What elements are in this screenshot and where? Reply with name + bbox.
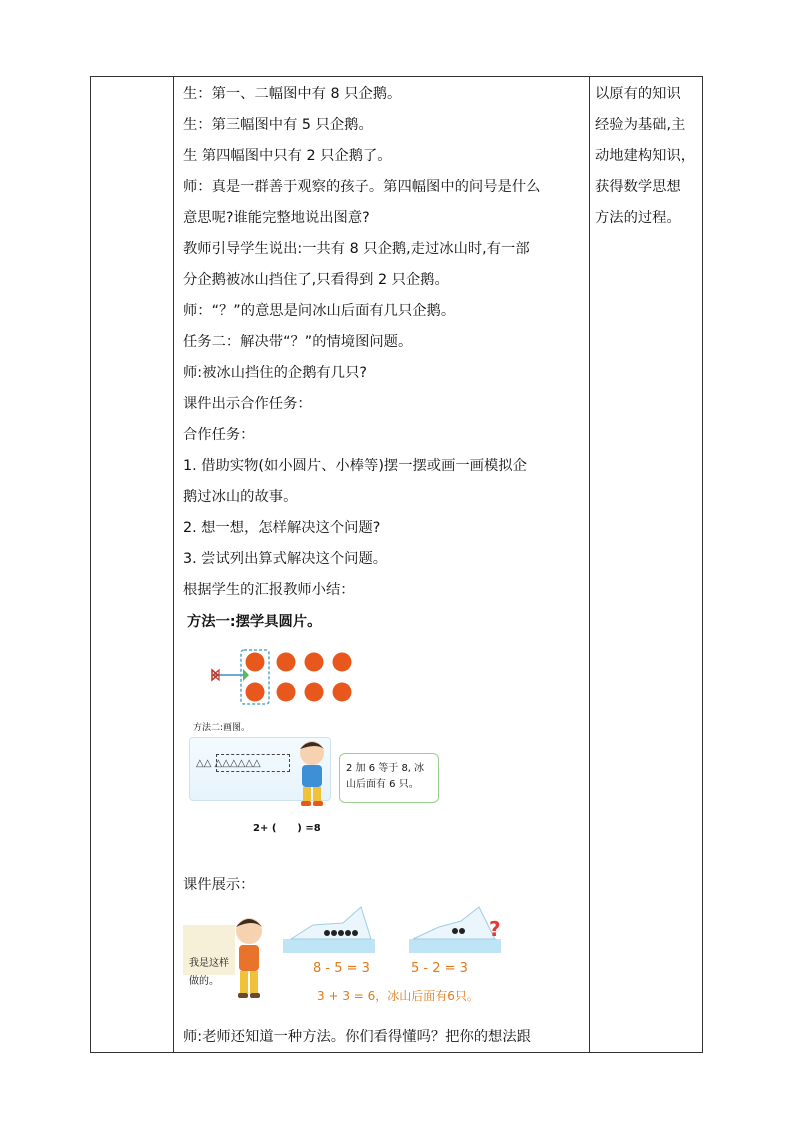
- equation-2: 5 - 2 = 3: [411, 961, 468, 976]
- column-divider-1: [173, 77, 174, 1052]
- iceberg-scene-1: [283, 903, 383, 955]
- intent-line: 以原有的知识: [595, 86, 681, 102]
- text-line: 根据学生的汇报教师小结：: [183, 582, 355, 598]
- method1-title: 方法一:摆学具圆片。: [187, 614, 322, 630]
- text-line: 合作任务：: [183, 427, 255, 443]
- text-line: 教师引导学生说出:一共有 8 只企鹅,走过冰山时,有一部: [183, 241, 530, 257]
- counter-circle: [277, 653, 296, 672]
- speech-line: 2 加 6 等于 8, 冰: [346, 763, 425, 774]
- teaching-process-column: [183, 77, 590, 1052]
- text-line: 师:老师还知道一种方法。你们看得懂吗？把你的想法跟: [183, 1029, 531, 1045]
- text-line: 课件出示合作任务：: [183, 396, 312, 412]
- text-line: 3. 尝试列出算式解决这个问题。: [183, 551, 388, 567]
- triangle-drawing: △△ △△△△△△: [196, 758, 261, 769]
- counter-circle: [246, 683, 265, 702]
- counter-circle: [246, 653, 265, 672]
- intent-line: 动地建构知识，: [595, 148, 696, 164]
- speech-line: 山后面有 6 只。: [346, 779, 419, 790]
- question-mark: ?: [489, 917, 501, 941]
- text-line: 师：“？”的意思是问冰山后面有几只企鹅。: [183, 303, 456, 319]
- counter-circle: [333, 683, 352, 702]
- counter-circle: [277, 683, 296, 702]
- equation-3: 3 + 3 = 6，冰山后面有6只。: [317, 989, 479, 1003]
- intent-line: 获得数学思想: [595, 179, 681, 195]
- arrow-icon: [212, 669, 249, 681]
- kid-speech-line: 我是这样: [189, 958, 229, 969]
- text-line: 任务二：解决带“？”的情境图问题。: [183, 334, 413, 350]
- speech-bubble: [339, 753, 439, 803]
- text-line: 2. 想一想，怎样解决这个问题?: [183, 520, 381, 536]
- intent-line: 方法的过程。: [595, 210, 681, 226]
- lesson-table: [90, 76, 703, 1053]
- courseware-label: 课件展示：: [183, 877, 255, 893]
- intent-line: 经验为基础,主: [595, 117, 686, 133]
- equation-1: 8 - 5 = 3: [313, 961, 370, 976]
- text-line: 生 第四幅图中只有 2 只企鹅了。: [183, 148, 392, 164]
- design-intent-column: [591, 77, 703, 1052]
- counter-circle: [333, 653, 352, 672]
- counter-circle: [305, 653, 324, 672]
- text-line: 分企鹅被冰山挡住了,只看得到 2 只企鹅。: [183, 272, 449, 288]
- text-line: 师:被冰山挡住的企鹅有几只?: [183, 365, 367, 381]
- counter-circle: [305, 683, 324, 702]
- method2-title: 方法二:画图。: [193, 723, 251, 733]
- text-line: 生：第一、二幅图中有 8 只企鹅。: [183, 86, 402, 102]
- text-line: 师：真是一群善于观察的孩子。第四幅图中的问号是什么: [183, 179, 541, 195]
- dashed-triangle-box: [216, 754, 290, 772]
- kid-speech-line: 做的。: [189, 976, 219, 987]
- equation-blank: 2+ ( ) =8: [253, 823, 321, 834]
- text-line: 意思呢?谁能完整地说出图意?: [183, 210, 370, 226]
- text-line: 生：第三幅图中有 5 只企鹅。: [183, 117, 373, 133]
- boy-figure: [287, 737, 337, 813]
- text-line: 鹅过冰山的故事。: [183, 489, 298, 505]
- circles-figure: [203, 647, 363, 707]
- text-line: 1. 借助实物(如小圆片、小棒等)摆一摆或画一画模拟企: [183, 458, 527, 474]
